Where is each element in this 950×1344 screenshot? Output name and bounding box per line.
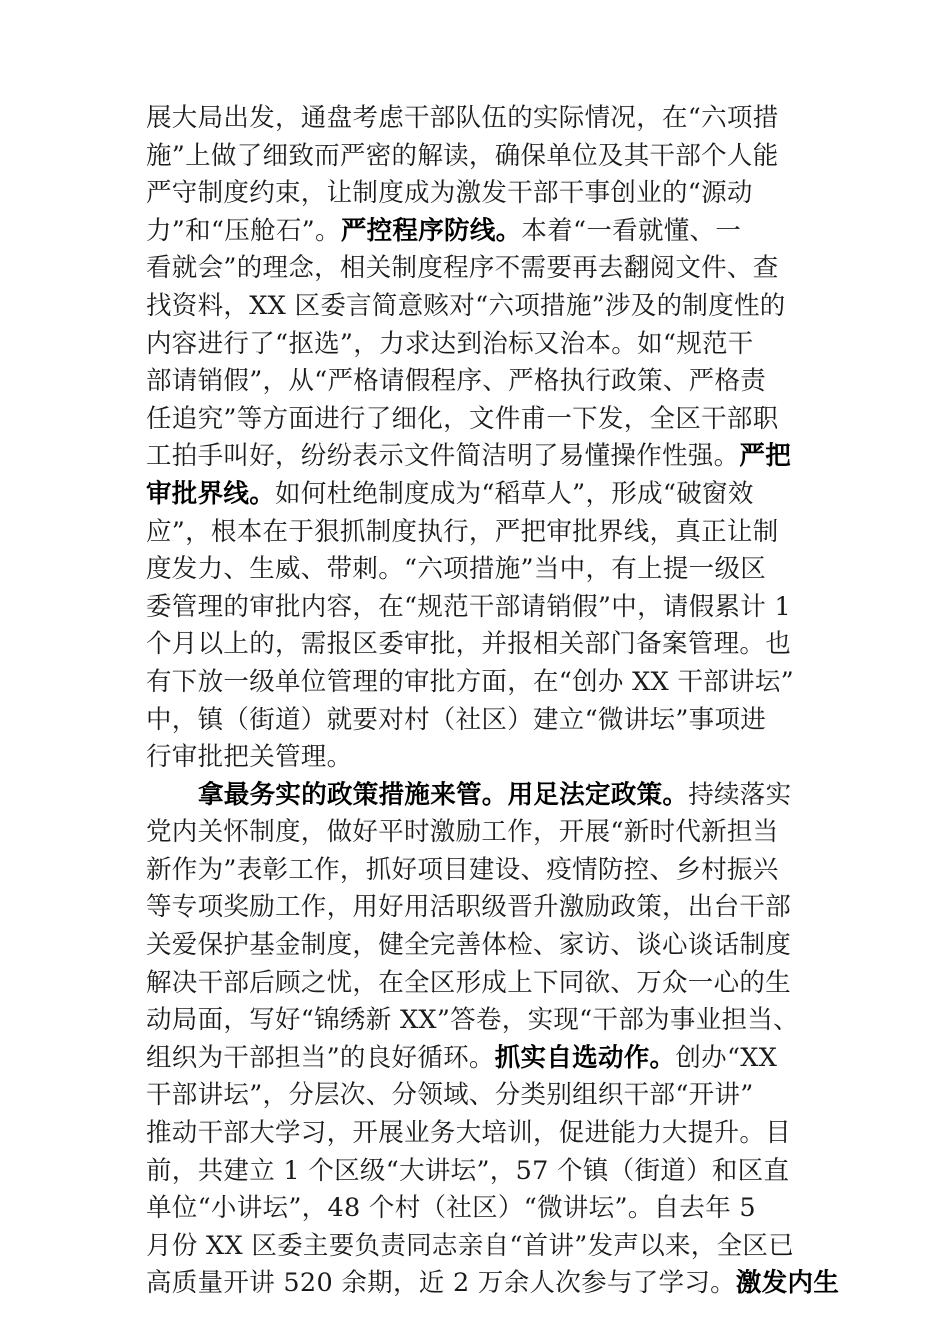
text-run: 月份 XX 区委主要负责同志亲自“首讲”发声以来，全区已 (146, 1230, 794, 1261)
text-line (146, 626, 810, 664)
text-run: 关爱保护基金制度，健全完善体检、家访、谈心谈话制度 (146, 930, 792, 961)
text-line (146, 814, 810, 852)
text-line (146, 100, 810, 138)
text-line (146, 927, 810, 965)
text-line (146, 852, 810, 890)
text-run: 干部讲坛”，分层次、分领域、分类别组织干部“开讲” (146, 1080, 754, 1111)
text-run: 组织为干部担当”的良好循环。 (146, 1042, 495, 1073)
text-run: 创办“XX (675, 1042, 778, 1073)
text-line (146, 1228, 810, 1266)
text-run: 前，共建立 1 个区级“大讲坛”，57 个镇（街道）和区直 (146, 1155, 790, 1186)
text-run: 部请销假”，从“严格请假程序、严格执行政策、严格责 (146, 366, 767, 397)
text-run: 单位“小讲坛”，48 个村（社区）“微讲坛”。自去年 5 (146, 1193, 756, 1224)
text-run: 展大局出发，通盘考虑干部队伍的实际情况，在“六项措 (146, 103, 779, 133)
text-line (146, 213, 810, 251)
text-run: 等专项奖励工作，用好用活职级晋升激励政策，出台干部 (146, 892, 792, 923)
text-run: 高质量开讲 520 余期，近 2 万余人次参与了学习。 (146, 1268, 736, 1299)
text-run: 内容进行了“抠选”，力求达到治标又治本。如“规范干 (146, 328, 754, 359)
text-run: 个月以上的，需报区委审批，并报相关部门备案管理。也 (146, 629, 792, 660)
bold-heading: 审批界线。 (146, 478, 276, 509)
text-run: 看就会”的理念，相关制度程序不需要再去翻阅文件、查 (146, 253, 779, 284)
bold-heading: 严控程序防线。 (340, 215, 522, 246)
text-run: 找资料，XX 区委言简意赅对“六项措施”涉及的制度性的 (146, 290, 786, 321)
text-line (146, 1115, 810, 1153)
text-line (146, 1190, 810, 1228)
text-run: 党内关怀制度，做好平时激励工作，开展“新时代新担当 (146, 817, 779, 848)
text-run: 新作为”表彰工作，抓好项目建设、疫情防控、乡村振兴 (146, 854, 779, 885)
text-run: 中，镇（街道）就要对村（社区）建立“微讲坛”事项进 (146, 704, 767, 735)
text-line (146, 250, 810, 288)
text-line (146, 138, 810, 176)
bold-heading: 激发内生 (735, 1268, 840, 1299)
bold-heading: 抓实自选动作。 (494, 1042, 676, 1073)
text-run: 工拍手叫好，纷纷表示文件简洁明了易懂操作性强。 (146, 441, 740, 472)
text-line (146, 326, 810, 364)
text-run: 力”和“压舱石”。 (146, 215, 341, 246)
text-run: 解决干部后顾之忧，在全区形成上下同欲、万众一心的生 (146, 967, 792, 998)
text-run: 动局面，写好“锦绣新 XX”答卷，实现“干部为事业担当、 (146, 1005, 799, 1036)
text-line (146, 664, 810, 702)
text-line (146, 1040, 810, 1078)
text-line (146, 1077, 810, 1115)
text-line (146, 476, 810, 514)
text-line (146, 1002, 810, 1040)
text-line (146, 889, 810, 927)
text-run: 施”上做了细致而严密的解读，确保单位及其干部个人能 (146, 140, 779, 171)
text-line (146, 702, 810, 740)
text-line (146, 288, 810, 326)
text-run: 度发力、生威、带刺。“六项措施”当中，有上提一级区 (146, 554, 767, 585)
text-run: 本着“一看就懂、一 (521, 215, 742, 246)
text-run: 推动干部大学习，开展业务大培训，促进能力大提升。目 (146, 1118, 792, 1149)
text-line (146, 1153, 810, 1191)
text-line (146, 401, 810, 439)
text-line (146, 363, 810, 401)
text-line (146, 739, 810, 777)
text-line (146, 514, 810, 552)
text-run: 如何杜绝制度成为“稻草人”，形成“破窗效 (275, 478, 754, 509)
text-run: 持续落实 (688, 779, 792, 810)
bold-heading: 严把 (739, 441, 792, 472)
text-line (146, 589, 810, 627)
paragraph-start-line (146, 777, 810, 815)
text-run: 任追究”等方面进行了细化，文件甫一下发，全区干部职 (146, 403, 779, 434)
text-line (146, 1265, 840, 1303)
body-text (146, 100, 840, 1303)
text-run: 行审批把关管理。 (146, 742, 353, 773)
text-run: 严守制度约束，让制度成为激发干部干事创业的“源动 (146, 178, 753, 209)
text-line (146, 438, 810, 476)
bold-heading: 拿最务实的政策措施来管。用足法定政策。 (198, 779, 689, 810)
text-run: 委管理的审批内容，在“规范干部请销假”中，请假累计 1 (146, 591, 792, 622)
text-run: 应”，根本在于狠抓制度执行，严把审批界线，真正让制 (146, 516, 779, 547)
text-run: 有下放一级单位管理的审批方面，在“创办 XX 干部讲坛” (146, 666, 794, 697)
text-line (146, 965, 810, 1003)
text-line (146, 551, 810, 589)
text-line (146, 175, 810, 213)
